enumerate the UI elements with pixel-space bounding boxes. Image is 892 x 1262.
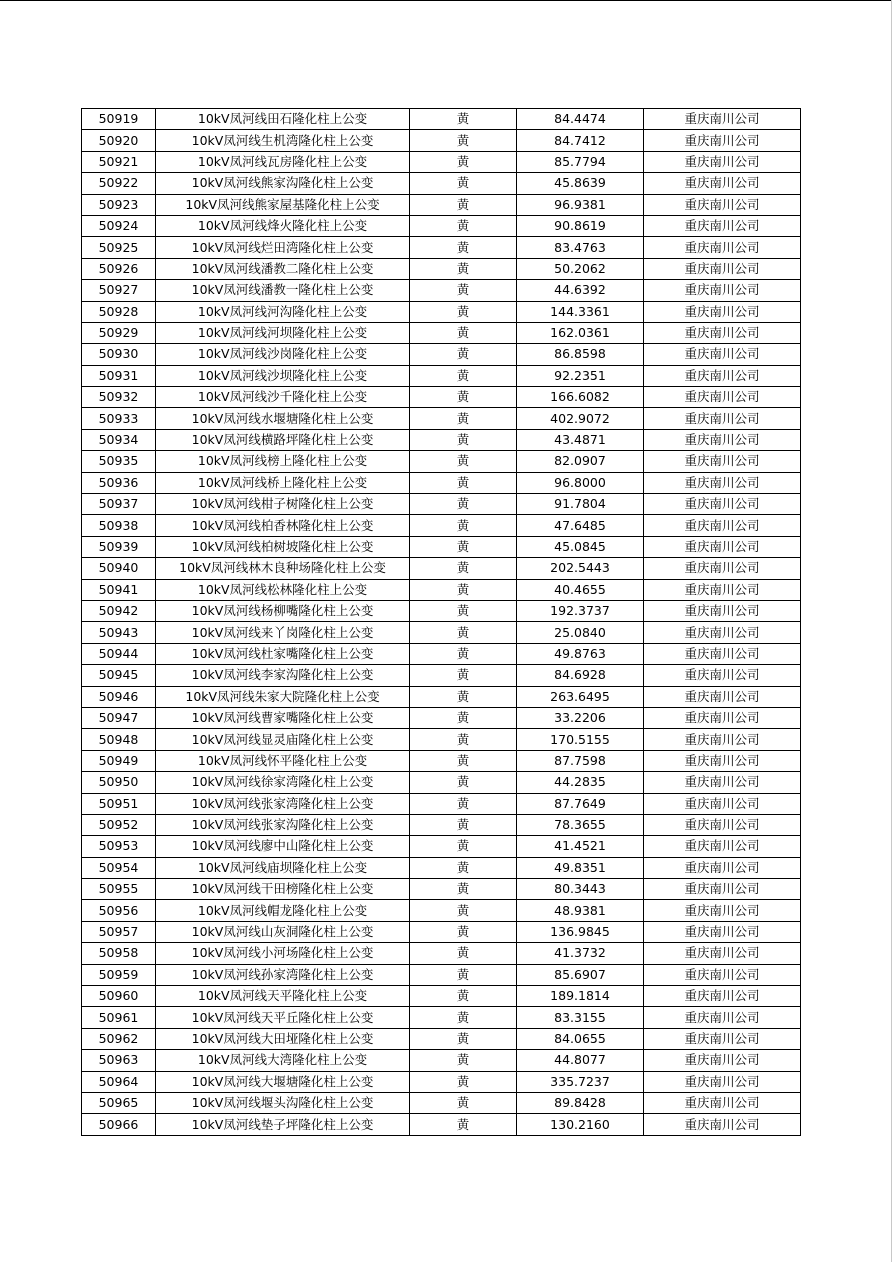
row-id-cell: 50951 (82, 793, 156, 814)
company-cell: 重庆南川公司 (644, 600, 801, 621)
row-id-cell: 50932 (82, 387, 156, 408)
company-cell: 重庆南川公司 (644, 451, 801, 472)
value-cell: 84.4474 (517, 109, 644, 130)
transformer-name-cell: 10kV凤河线柏香林隆化柱上公变 (156, 515, 410, 536)
row-id-cell: 50966 (82, 1114, 156, 1135)
value-cell: 47.6485 (517, 515, 644, 536)
status-color-cell: 黄 (410, 1028, 517, 1049)
table-row (82, 600, 801, 621)
status-color-cell: 黄 (410, 686, 517, 707)
value-cell: 90.8619 (517, 215, 644, 236)
value-cell: 263.6495 (517, 686, 644, 707)
row-id-cell: 50955 (82, 879, 156, 900)
table-row (82, 344, 801, 365)
transformer-name-cell: 10kV凤河线张家湾隆化柱上公变 (156, 793, 410, 814)
company-cell: 重庆南川公司 (644, 814, 801, 835)
table-row (82, 921, 801, 942)
company-cell: 重庆南川公司 (644, 130, 801, 151)
status-color-cell: 黄 (410, 536, 517, 557)
table-row (82, 322, 801, 343)
company-cell: 重庆南川公司 (644, 494, 801, 515)
company-cell: 重庆南川公司 (644, 109, 801, 130)
row-id-cell: 50926 (82, 258, 156, 279)
transformer-name-cell: 10kV凤河线庙坝隆化柱上公变 (156, 857, 410, 878)
transformer-name-cell: 10kV凤河线潘教二隆化柱上公变 (156, 258, 410, 279)
company-cell: 重庆南川公司 (644, 1114, 801, 1135)
value-cell: 41.3732 (517, 943, 644, 964)
value-cell: 25.0840 (517, 622, 644, 643)
company-cell: 重庆南川公司 (644, 237, 801, 258)
row-id-cell: 50950 (82, 772, 156, 793)
row-id-cell: 50940 (82, 558, 156, 579)
table-row (82, 1114, 801, 1135)
value-cell: 89.8428 (517, 1092, 644, 1113)
status-color-cell: 黄 (410, 173, 517, 194)
value-cell: 85.6907 (517, 964, 644, 985)
company-cell: 重庆南川公司 (644, 665, 801, 686)
table-row (82, 707, 801, 728)
row-id-cell: 50964 (82, 1071, 156, 1092)
value-cell: 86.8598 (517, 344, 644, 365)
status-color-cell: 黄 (410, 322, 517, 343)
company-cell: 重庆南川公司 (644, 387, 801, 408)
value-cell: 33.2206 (517, 707, 644, 728)
row-id-cell: 50933 (82, 408, 156, 429)
company-cell: 重庆南川公司 (644, 686, 801, 707)
company-cell: 重庆南川公司 (644, 729, 801, 750)
table-row (82, 964, 801, 985)
status-color-cell: 黄 (410, 729, 517, 750)
status-color-cell: 黄 (410, 194, 517, 215)
table-body (82, 109, 801, 1136)
status-color-cell: 黄 (410, 665, 517, 686)
table-row (82, 750, 801, 771)
status-color-cell: 黄 (410, 472, 517, 493)
value-cell: 84.7412 (517, 130, 644, 151)
value-cell: 44.8077 (517, 1050, 644, 1071)
status-color-cell: 黄 (410, 280, 517, 301)
value-cell: 85.7794 (517, 151, 644, 172)
row-id-cell: 50925 (82, 237, 156, 258)
transformer-name-cell: 10kV凤河线大田垭隆化柱上公变 (156, 1028, 410, 1049)
company-cell: 重庆南川公司 (644, 1007, 801, 1028)
company-cell: 重庆南川公司 (644, 750, 801, 771)
status-color-cell: 黄 (410, 643, 517, 664)
row-id-cell: 50920 (82, 130, 156, 151)
company-cell: 重庆南川公司 (644, 986, 801, 1007)
row-id-cell: 50945 (82, 665, 156, 686)
row-id-cell: 50922 (82, 173, 156, 194)
status-color-cell: 黄 (410, 1050, 517, 1071)
status-color-cell: 黄 (410, 408, 517, 429)
table-row (82, 215, 801, 236)
transformer-name-cell: 10kV凤河线李家沟隆化柱上公变 (156, 665, 410, 686)
value-cell: 49.8763 (517, 643, 644, 664)
value-cell: 49.8351 (517, 857, 644, 878)
table-row (82, 879, 801, 900)
row-id-cell: 50930 (82, 344, 156, 365)
company-cell: 重庆南川公司 (644, 1028, 801, 1049)
value-cell: 189.1814 (517, 986, 644, 1007)
transformer-name-cell: 10kV凤河线林木良种场隆化柱上公变 (156, 558, 410, 579)
table-row (82, 793, 801, 814)
transformer-name-cell: 10kV凤河线沙千隆化柱上公变 (156, 387, 410, 408)
row-id-cell: 50936 (82, 472, 156, 493)
company-cell: 重庆南川公司 (644, 1050, 801, 1071)
table-row (82, 558, 801, 579)
row-id-cell: 50921 (82, 151, 156, 172)
table-row (82, 515, 801, 536)
value-cell: 162.0361 (517, 322, 644, 343)
transformer-name-cell: 10kV凤河线来丫岗隆化柱上公变 (156, 622, 410, 643)
status-color-cell: 黄 (410, 130, 517, 151)
row-id-cell: 50956 (82, 900, 156, 921)
company-cell: 重庆南川公司 (644, 429, 801, 450)
status-color-cell: 黄 (410, 622, 517, 643)
company-cell: 重庆南川公司 (644, 1092, 801, 1113)
company-cell: 重庆南川公司 (644, 215, 801, 236)
transformer-name-cell: 10kV凤河线朱家大院隆化柱上公变 (156, 686, 410, 707)
company-cell: 重庆南川公司 (644, 365, 801, 386)
company-cell: 重庆南川公司 (644, 964, 801, 985)
value-cell: 48.9381 (517, 900, 644, 921)
status-color-cell: 黄 (410, 215, 517, 236)
value-cell: 91.7804 (517, 494, 644, 515)
company-cell: 重庆南川公司 (644, 472, 801, 493)
value-cell: 82.0907 (517, 451, 644, 472)
row-id-cell: 50927 (82, 280, 156, 301)
company-cell: 重庆南川公司 (644, 643, 801, 664)
value-cell: 335.7237 (517, 1071, 644, 1092)
table-row (82, 943, 801, 964)
company-cell: 重庆南川公司 (644, 1071, 801, 1092)
table-row (82, 1071, 801, 1092)
table-row (82, 408, 801, 429)
row-id-cell: 50963 (82, 1050, 156, 1071)
status-color-cell: 黄 (410, 344, 517, 365)
transformer-name-cell: 10kV凤河线徐家湾隆化柱上公变 (156, 772, 410, 793)
status-color-cell: 黄 (410, 900, 517, 921)
row-id-cell: 50942 (82, 600, 156, 621)
row-id-cell: 50947 (82, 707, 156, 728)
table-row (82, 772, 801, 793)
row-id-cell: 50935 (82, 451, 156, 472)
transformer-name-cell: 10kV凤河线烽火隆化柱上公变 (156, 215, 410, 236)
transformer-name-cell: 10kV凤河线孙家湾隆化柱上公变 (156, 964, 410, 985)
table-row (82, 900, 801, 921)
row-id-cell: 50957 (82, 921, 156, 942)
value-cell: 83.3155 (517, 1007, 644, 1028)
status-color-cell: 黄 (410, 986, 517, 1007)
status-color-cell: 黄 (410, 1007, 517, 1028)
company-cell: 重庆南川公司 (644, 536, 801, 557)
transformer-name-cell: 10kV凤河线榜上隆化柱上公变 (156, 451, 410, 472)
transformer-name-cell: 10kV凤河线松林隆化柱上公变 (156, 579, 410, 600)
row-id-cell: 50937 (82, 494, 156, 515)
table-row (82, 151, 801, 172)
table-row (82, 686, 801, 707)
transformer-name-cell: 10kV凤河线帽龙隆化柱上公变 (156, 900, 410, 921)
company-cell: 重庆南川公司 (644, 151, 801, 172)
value-cell: 45.0845 (517, 536, 644, 557)
transformer-name-cell: 10kV凤河线生机湾隆化柱上公变 (156, 130, 410, 151)
value-cell: 402.9072 (517, 408, 644, 429)
company-cell: 重庆南川公司 (644, 579, 801, 600)
value-cell: 44.2835 (517, 772, 644, 793)
status-color-cell: 黄 (410, 943, 517, 964)
status-color-cell: 黄 (410, 707, 517, 728)
value-cell: 44.6392 (517, 280, 644, 301)
status-color-cell: 黄 (410, 1092, 517, 1113)
value-cell: 84.6928 (517, 665, 644, 686)
transformer-name-cell: 10kV凤河线大湾隆化柱上公变 (156, 1050, 410, 1071)
transformer-name-cell: 10kV凤河线横路坪隆化柱上公变 (156, 429, 410, 450)
status-color-cell: 黄 (410, 964, 517, 985)
status-color-cell: 黄 (410, 451, 517, 472)
table-row (82, 536, 801, 557)
transformer-name-cell: 10kV凤河线张家沟隆化柱上公变 (156, 814, 410, 835)
transformer-name-cell: 10kV凤河线柏树坡隆化柱上公变 (156, 536, 410, 557)
table-row (82, 429, 801, 450)
value-cell: 92.2351 (517, 365, 644, 386)
table-row (82, 280, 801, 301)
status-color-cell: 黄 (410, 387, 517, 408)
status-color-cell: 黄 (410, 494, 517, 515)
value-cell: 96.8000 (517, 472, 644, 493)
status-color-cell: 黄 (410, 600, 517, 621)
row-id-cell: 50931 (82, 365, 156, 386)
company-cell: 重庆南川公司 (644, 943, 801, 964)
company-cell: 重庆南川公司 (644, 857, 801, 878)
row-id-cell: 50958 (82, 943, 156, 964)
company-cell: 重庆南川公司 (644, 622, 801, 643)
value-cell: 43.4871 (517, 429, 644, 450)
table-row (82, 857, 801, 878)
transformer-name-cell: 10kV凤河线熊家屋基隆化柱上公变 (156, 194, 410, 215)
company-cell: 重庆南川公司 (644, 772, 801, 793)
table-row (82, 1050, 801, 1071)
company-cell: 重庆南川公司 (644, 793, 801, 814)
status-color-cell: 黄 (410, 237, 517, 258)
transformer-table (81, 108, 801, 1136)
table-row (82, 237, 801, 258)
table-row (82, 579, 801, 600)
company-cell: 重庆南川公司 (644, 301, 801, 322)
transformer-name-cell: 10kV凤河线大堰塘隆化柱上公变 (156, 1071, 410, 1092)
row-id-cell: 50924 (82, 215, 156, 236)
row-id-cell: 50934 (82, 429, 156, 450)
status-color-cell: 黄 (410, 258, 517, 279)
transformer-name-cell: 10kV凤河线沙坝隆化柱上公变 (156, 365, 410, 386)
table-row (82, 1028, 801, 1049)
transformer-name-cell: 10kV凤河线柑子树隆化柱上公变 (156, 494, 410, 515)
status-color-cell: 黄 (410, 151, 517, 172)
company-cell: 重庆南川公司 (644, 900, 801, 921)
row-id-cell: 50946 (82, 686, 156, 707)
table-row (82, 109, 801, 130)
value-cell: 78.3655 (517, 814, 644, 835)
company-cell: 重庆南川公司 (644, 173, 801, 194)
company-cell: 重庆南川公司 (644, 322, 801, 343)
table-row (82, 836, 801, 857)
value-cell: 166.6082 (517, 387, 644, 408)
table-row (82, 494, 801, 515)
transformer-name-cell: 10kV凤河线干田榜隆化柱上公变 (156, 879, 410, 900)
value-cell: 136.9845 (517, 921, 644, 942)
status-color-cell: 黄 (410, 772, 517, 793)
value-cell: 80.3443 (517, 879, 644, 900)
company-cell: 重庆南川公司 (644, 280, 801, 301)
status-color-cell: 黄 (410, 793, 517, 814)
table-row (82, 643, 801, 664)
status-color-cell: 黄 (410, 579, 517, 600)
company-cell: 重庆南川公司 (644, 408, 801, 429)
table-row (82, 1007, 801, 1028)
transformer-name-cell: 10kV凤河线廖中山隆化柱上公变 (156, 836, 410, 857)
table-row (82, 365, 801, 386)
company-cell: 重庆南川公司 (644, 194, 801, 215)
table-row (82, 986, 801, 1007)
transformer-name-cell: 10kV凤河线天平丘隆化柱上公变 (156, 1007, 410, 1028)
row-id-cell: 50939 (82, 536, 156, 557)
value-cell: 144.3361 (517, 301, 644, 322)
value-cell: 83.4763 (517, 237, 644, 258)
status-color-cell: 黄 (410, 301, 517, 322)
transformer-name-cell: 10kV凤河线天平隆化柱上公变 (156, 986, 410, 1007)
status-color-cell: 黄 (410, 857, 517, 878)
value-cell: 50.2062 (517, 258, 644, 279)
table-row (82, 130, 801, 151)
status-color-cell: 黄 (410, 1071, 517, 1092)
status-color-cell: 黄 (410, 814, 517, 835)
table-row (82, 472, 801, 493)
transformer-name-cell: 10kV凤河线河坝隆化柱上公变 (156, 322, 410, 343)
table-row (82, 173, 801, 194)
table-row (82, 1092, 801, 1113)
transformer-name-cell: 10kV凤河线怀平隆化柱上公变 (156, 750, 410, 771)
value-cell: 84.0655 (517, 1028, 644, 1049)
transformer-name-cell: 10kV凤河线杨柳嘴隆化柱上公变 (156, 600, 410, 621)
status-color-cell: 黄 (410, 429, 517, 450)
table-row (82, 665, 801, 686)
transformer-name-cell: 10kV凤河线小河场隆化柱上公变 (156, 943, 410, 964)
company-cell: 重庆南川公司 (644, 258, 801, 279)
transformer-name-cell: 10kV凤河线田石隆化柱上公变 (156, 109, 410, 130)
status-color-cell: 黄 (410, 1114, 517, 1135)
transformer-name-cell: 10kV凤河线沙岗隆化柱上公变 (156, 344, 410, 365)
table-row (82, 194, 801, 215)
company-cell: 重庆南川公司 (644, 707, 801, 728)
transformer-name-cell: 10kV凤河线桥上隆化柱上公变 (156, 472, 410, 493)
transformer-name-cell: 10kV凤河线山灰洞隆化柱上公变 (156, 921, 410, 942)
status-color-cell: 黄 (410, 836, 517, 857)
table-row (82, 451, 801, 472)
row-id-cell: 50938 (82, 515, 156, 536)
transformer-name-cell: 10kV凤河线曹家嘴隆化柱上公变 (156, 707, 410, 728)
company-cell: 重庆南川公司 (644, 879, 801, 900)
transformer-name-cell: 10kV凤河线瓦房隆化柱上公变 (156, 151, 410, 172)
value-cell: 87.7649 (517, 793, 644, 814)
row-id-cell: 50953 (82, 836, 156, 857)
value-cell: 170.5155 (517, 729, 644, 750)
table-row (82, 387, 801, 408)
row-id-cell: 50919 (82, 109, 156, 130)
transformer-name-cell: 10kV凤河线显灵庙隆化柱上公变 (156, 729, 410, 750)
value-cell: 40.4655 (517, 579, 644, 600)
status-color-cell: 黄 (410, 515, 517, 536)
row-id-cell: 50961 (82, 1007, 156, 1028)
row-id-cell: 50928 (82, 301, 156, 322)
company-cell: 重庆南川公司 (644, 836, 801, 857)
transformer-name-cell: 10kV凤河线河沟隆化柱上公变 (156, 301, 410, 322)
table-row (82, 258, 801, 279)
row-id-cell: 50954 (82, 857, 156, 878)
company-cell: 重庆南川公司 (644, 344, 801, 365)
value-cell: 96.9381 (517, 194, 644, 215)
transformer-name-cell: 10kV凤河线杜家嘴隆化柱上公变 (156, 643, 410, 664)
row-id-cell: 50923 (82, 194, 156, 215)
value-cell: 202.5443 (517, 558, 644, 579)
table-row (82, 814, 801, 835)
value-cell: 87.7598 (517, 750, 644, 771)
row-id-cell: 50962 (82, 1028, 156, 1049)
company-cell: 重庆南川公司 (644, 515, 801, 536)
status-color-cell: 黄 (410, 921, 517, 942)
status-color-cell: 黄 (410, 365, 517, 386)
transformer-name-cell: 10kV凤河线烂田湾隆化柱上公变 (156, 237, 410, 258)
table-row (82, 622, 801, 643)
value-cell: 45.8639 (517, 173, 644, 194)
transformer-name-cell: 10kV凤河线潘教一隆化柱上公变 (156, 280, 410, 301)
status-color-cell: 黄 (410, 879, 517, 900)
status-color-cell: 黄 (410, 109, 517, 130)
row-id-cell: 50949 (82, 750, 156, 771)
value-cell: 192.3737 (517, 600, 644, 621)
row-id-cell: 50965 (82, 1092, 156, 1113)
transformer-name-cell: 10kV凤河线熊家沟隆化柱上公变 (156, 173, 410, 194)
row-id-cell: 50943 (82, 622, 156, 643)
transformer-name-cell: 10kV凤河线堰头沟隆化柱上公变 (156, 1092, 410, 1113)
page-top-border (0, 0, 892, 1)
row-id-cell: 50941 (82, 579, 156, 600)
transformer-name-cell: 10kV凤河线垫子坪隆化柱上公变 (156, 1114, 410, 1135)
row-id-cell: 50959 (82, 964, 156, 985)
company-cell: 重庆南川公司 (644, 558, 801, 579)
table-row (82, 729, 801, 750)
status-color-cell: 黄 (410, 558, 517, 579)
value-cell: 130.2160 (517, 1114, 644, 1135)
transformer-name-cell: 10kV凤河线水堰塘隆化柱上公变 (156, 408, 410, 429)
company-cell: 重庆南川公司 (644, 921, 801, 942)
row-id-cell: 50944 (82, 643, 156, 664)
value-cell: 41.4521 (517, 836, 644, 857)
row-id-cell: 50952 (82, 814, 156, 835)
row-id-cell: 50929 (82, 322, 156, 343)
table-row (82, 301, 801, 322)
status-color-cell: 黄 (410, 750, 517, 771)
row-id-cell: 50960 (82, 986, 156, 1007)
row-id-cell: 50948 (82, 729, 156, 750)
